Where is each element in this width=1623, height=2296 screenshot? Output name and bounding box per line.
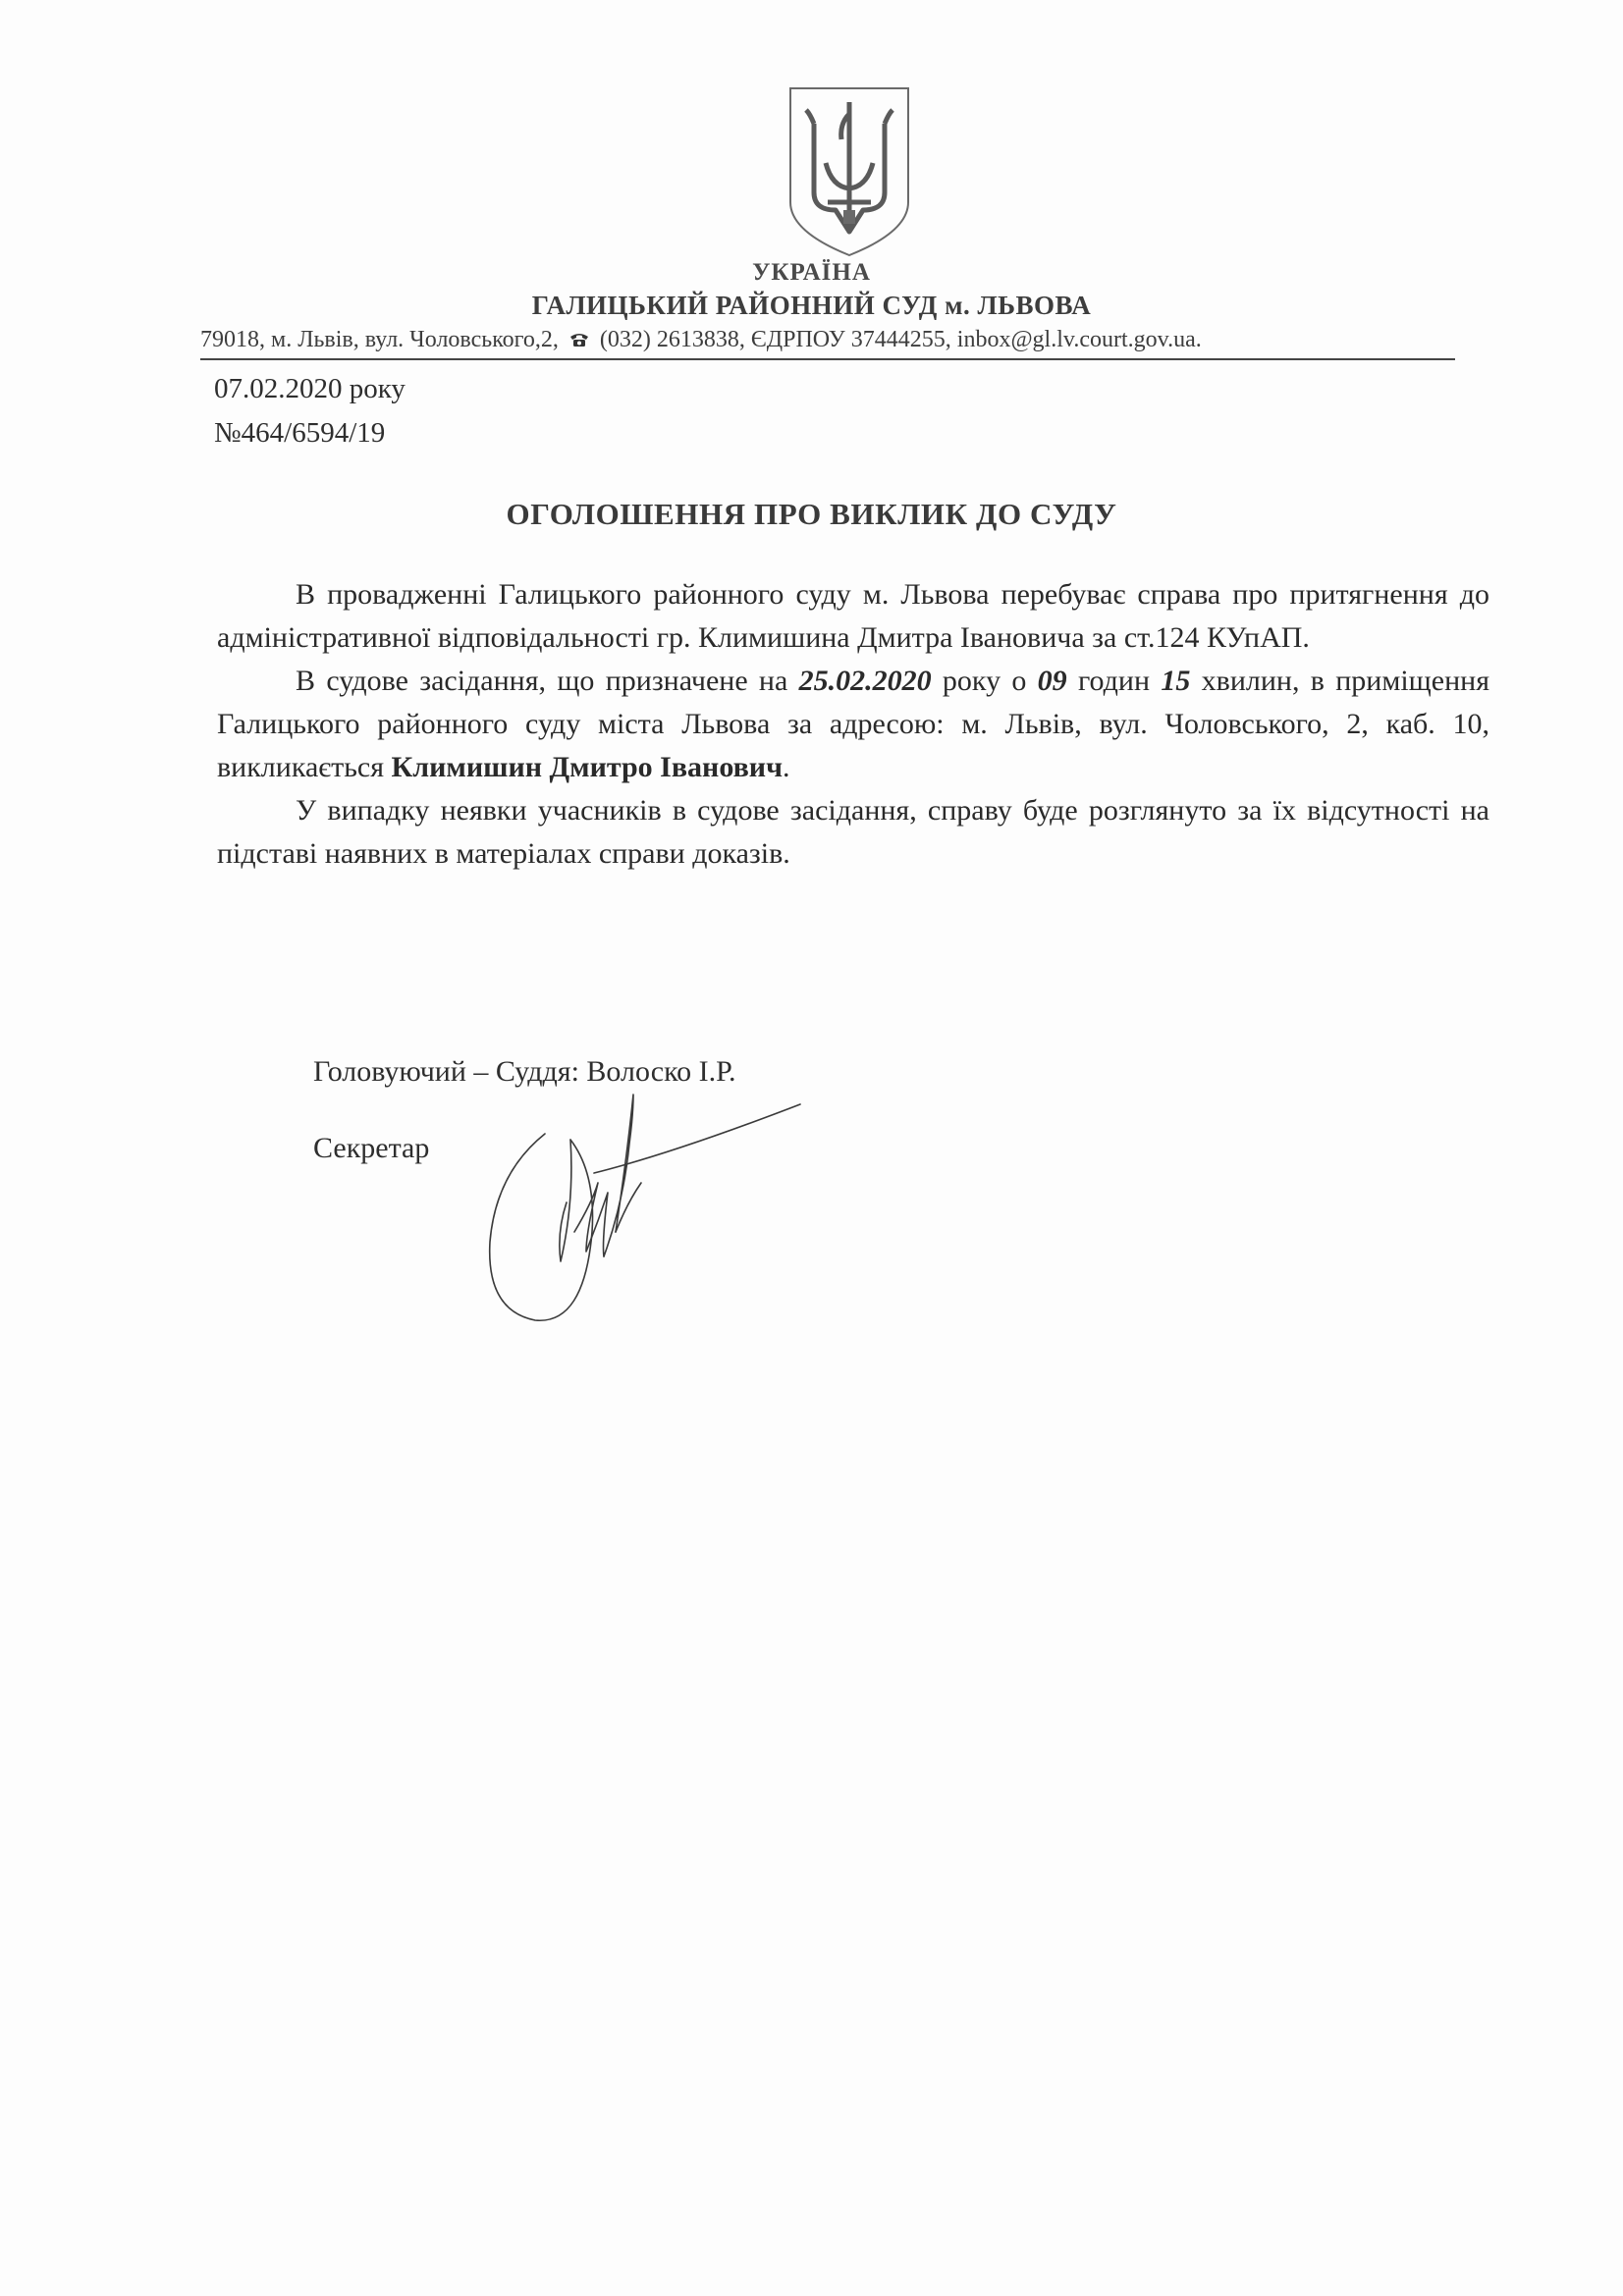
judge-line: Головуючий – Суддя: Волоско І.Р.: [313, 1055, 736, 1088]
hearing-date: 25.02.2020: [798, 665, 932, 697]
hearing-minutes: 15: [1161, 665, 1191, 697]
paragraph-1: В провадженні Галицького районного суду м. Львова перебуває справа про притягнення до адміністративної відповідальності гр. Климишина Дмитра Івановича за ст.124 КУпАП.: [217, 578, 1489, 654]
header-court-name: ГАЛИЦЬКИЙ РАЙОННИЙ СУД м. ЛЬВОВА: [531, 291, 1092, 320]
coat-of-arms-icon: [784, 84, 914, 259]
secretary-label: Секретар: [313, 1132, 430, 1164]
document-date: 07.02.2020 року: [214, 373, 406, 404]
phone-number: (032) 2613838: [599, 327, 739, 352]
summoned-person: Климишин Дмитро Іванович: [391, 751, 783, 783]
header-divider: [200, 358, 1455, 360]
document-body: [217, 573, 1489, 876]
header-country: УКРАЇНА: [752, 259, 871, 286]
paragraph-3: У випадку неявки учасників в судове засідання, справу буде розглянуто за їх відсутності на підставі наявних в матеріалах справи доказів.: [217, 794, 1489, 870]
handwritten-signature: [476, 1085, 815, 1330]
edrpou-email: , ЄДРПОУ 37444255, inbox@gl.lv.court.gov.ua.: [738, 327, 1202, 352]
case-number: №464/6594/19: [214, 417, 386, 449]
phone-icon: [568, 332, 590, 347]
hearing-hour: 09: [1037, 665, 1067, 697]
header-address-line: [200, 327, 1477, 353]
paragraph-2: В судове засідання, що призначене на 25.02.2020 року о 09 годин 15 хвилин, в приміщення Галицького районного суду міста Львова за адресою: м. Львів, вул. Чоловського, 2, каб. 10, викликається Климишин Дмитро Іванович.: [217, 665, 1489, 783]
address-text: 79018, м. Львів, вул. Чоловського,2,: [200, 327, 559, 352]
document-title: ОГОЛОШЕННЯ ПРО ВИКЛИК ДО СУДУ: [506, 497, 1117, 531]
